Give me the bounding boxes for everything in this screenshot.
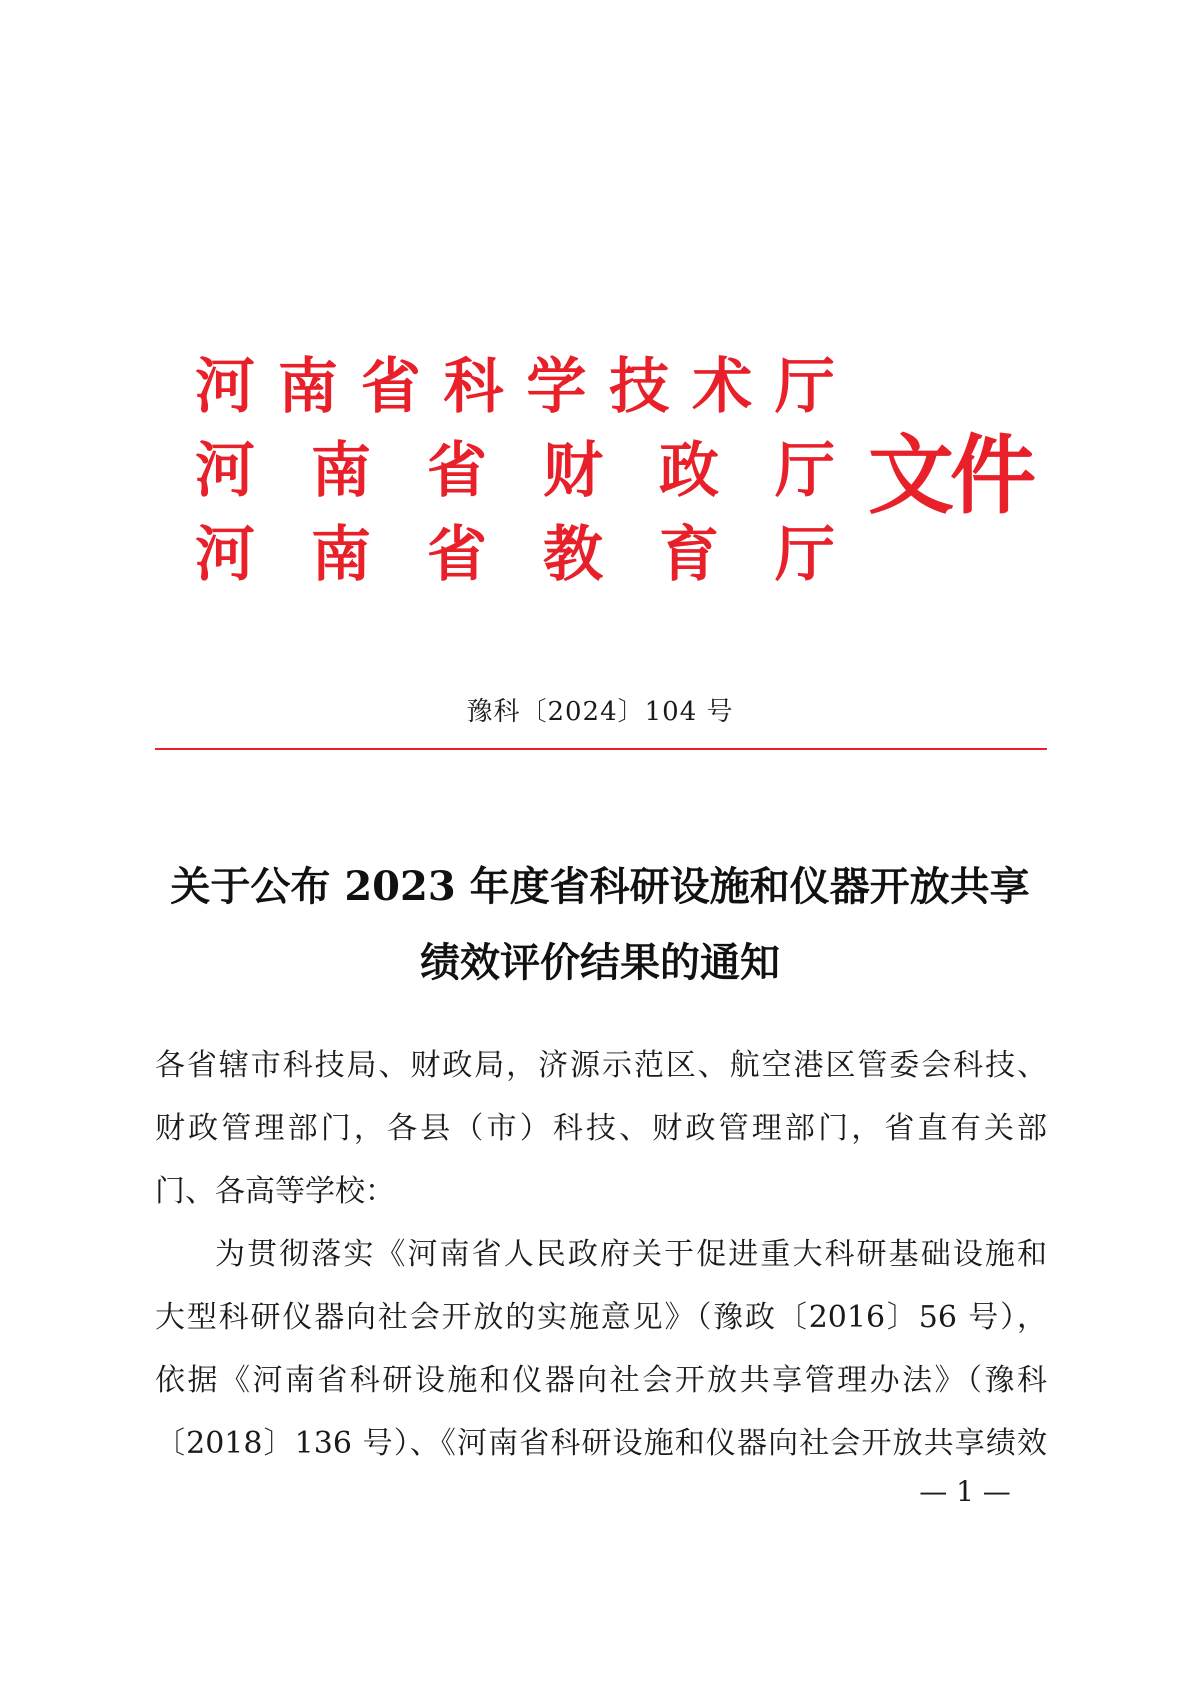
issuer-char: 河 bbox=[195, 436, 255, 506]
issuer-char: 河 bbox=[195, 520, 255, 590]
paragraph-line: 依据《河南省科研设施和仪器向社会开放共享管理办法》（豫科 bbox=[155, 1363, 1047, 1398]
issuer-char: 省 bbox=[427, 520, 487, 590]
issuer-char: 省 bbox=[427, 436, 487, 506]
issuer-char: 学 bbox=[526, 352, 587, 422]
issuer-char: 政 bbox=[659, 436, 719, 506]
issuer-char: 南 bbox=[311, 436, 371, 506]
issuer-char: 厅 bbox=[774, 352, 835, 422]
issuer-char: 科 bbox=[443, 352, 504, 422]
issuer-char: 财 bbox=[543, 436, 603, 506]
document-type-label: 文件 bbox=[868, 425, 1032, 526]
paragraph-line: 大型科研仪器向社会开放的实施意见》（豫政〔2016〕56 号）， bbox=[155, 1300, 1047, 1335]
document-number: 豫科〔2024〕104 号 bbox=[466, 697, 734, 727]
body-paragraph bbox=[155, 1223, 1047, 1475]
issuer-char: 育 bbox=[659, 520, 719, 590]
paragraph-line: 〔2018〕136 号）、《河南省科研设施和仪器向社会开放共享绩效 bbox=[155, 1426, 1047, 1461]
red-divider bbox=[155, 748, 1047, 750]
issuer-line-finance bbox=[195, 436, 835, 506]
issuer-line-education bbox=[195, 520, 835, 590]
issuer-char: 南 bbox=[277, 352, 338, 422]
salutation-line: 财政管理部门，各县（市）科技、财政管理部门，省直有关部 bbox=[155, 1111, 1047, 1146]
issuer-char: 省 bbox=[360, 352, 421, 422]
issuer-char: 厅 bbox=[775, 520, 835, 590]
issuer-char: 厅 bbox=[775, 436, 835, 506]
paragraph-line: 为贯彻落实《河南省人民政府关于促进重大科研基础设施和 bbox=[215, 1237, 1047, 1272]
salutation-line: 门、各高等学校： bbox=[155, 1174, 395, 1209]
issuer-char: 河 bbox=[195, 352, 255, 422]
issuer-char: 技 bbox=[609, 352, 670, 422]
salutation bbox=[155, 1034, 1047, 1223]
notice-title-line-2: 绩效评价结果的通知 bbox=[420, 939, 780, 986]
issuer-char: 南 bbox=[311, 520, 371, 590]
issuer-line-science-technology bbox=[195, 352, 835, 422]
page-number: — 1 — bbox=[919, 1475, 1011, 1508]
salutation-line: 各省辖市科技局、财政局，济源示范区、航空港区管委会科技、 bbox=[155, 1048, 1047, 1083]
notice-title-line-1: 关于公布 2023 年度省科研设施和仪器开放共享 bbox=[170, 863, 1030, 910]
issuer-char: 术 bbox=[692, 352, 753, 422]
issuer-char: 教 bbox=[543, 520, 603, 590]
